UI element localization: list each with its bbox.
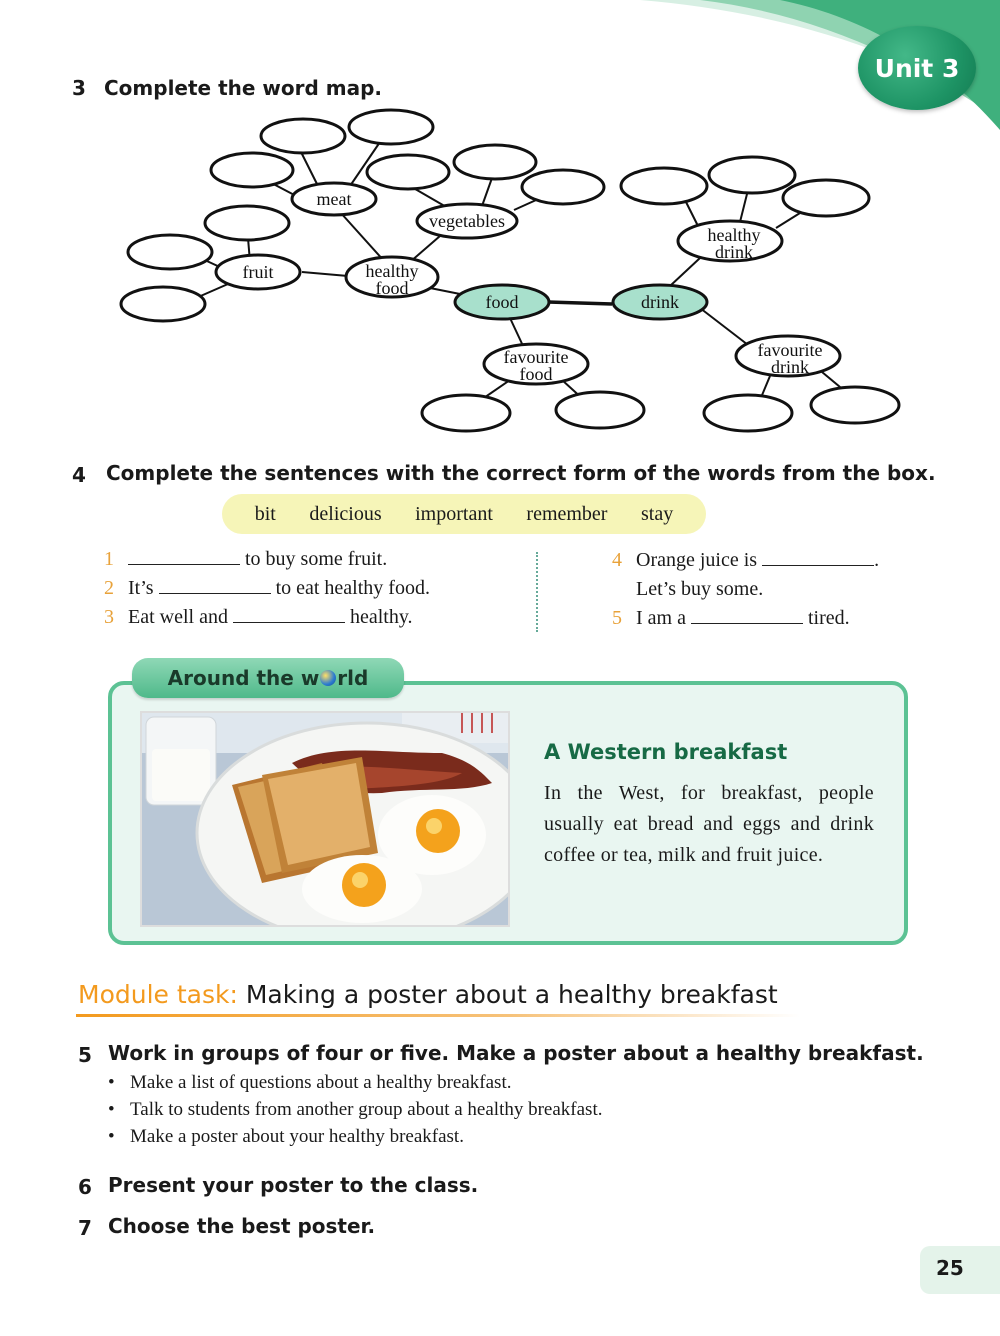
tab-label: rld (337, 666, 369, 690)
word-map (0, 0, 1000, 450)
exercise-7-number: 7 (78, 1216, 92, 1240)
exercise-5-instruction: Work in groups of four or five. Make a poster about a healthy breakfast. (108, 1041, 924, 1065)
sentence-text: I am a (636, 607, 691, 629)
western-breakfast-title: A Western breakfast (544, 740, 788, 764)
word-box-item: important (415, 502, 493, 525)
bullet-text: Make a list of questions about a healthy breakfast. (130, 1072, 512, 1093)
word-box-item: delicious (309, 502, 382, 525)
western-breakfast-text: In the West, for breakfast, people usually eat bread and eggs and drink coffee or tea, milk and fruit juice. (544, 782, 874, 866)
sentence-text: Eat well and (128, 606, 233, 628)
sentence-text: to buy some fruit. (240, 548, 388, 570)
node-healthy-drink-line2: drink (715, 242, 753, 262)
word-box-item: remember (526, 502, 608, 525)
node-food: food (485, 292, 519, 312)
sentence-text: Orange juice is (636, 549, 763, 571)
answer-blank[interactable] (762, 551, 874, 566)
bullet-text: Talk to students from another group about a healthy breakfast. (130, 1099, 603, 1120)
sentence-number: 2 (104, 577, 114, 599)
module-task-underline (76, 1014, 800, 1017)
sentence-text: to eat healthy food. (270, 577, 430, 599)
node-healthy-food-line1: healthy (365, 261, 419, 281)
globe-icon (320, 670, 336, 686)
word-box (222, 494, 706, 534)
sentence-text: It’s (128, 577, 159, 599)
module-task-heading (78, 980, 778, 1009)
node-vegetables: vegetables (429, 211, 505, 231)
sentence-number: 4 (612, 549, 622, 571)
exercise-7-instruction: Choose the best poster. (108, 1214, 376, 1238)
node-favourite-food-line2: food (519, 364, 553, 384)
bullet-text: Make a poster about your healthy breakfast. (130, 1126, 464, 1147)
word-box-item: stay (641, 502, 674, 525)
sentence-number: 1 (104, 548, 114, 570)
answer-blank[interactable] (233, 608, 345, 623)
exercise-4-instruction: Complete the sentences with the correct form of the words from the box. (106, 461, 936, 485)
sentence-number: 3 (104, 606, 114, 628)
node-meat: meat (316, 189, 352, 209)
exercise-4-number: 4 (72, 463, 86, 487)
exercise-3-number: 3 (72, 76, 86, 100)
answer-blank[interactable] (128, 550, 240, 565)
sentence-1 (104, 548, 387, 571)
node-favourite-drink-line1: favourite (757, 340, 823, 360)
around-the-world-tab (132, 658, 404, 698)
module-task-label: Module task: (78, 980, 238, 1009)
sentence-number: 5 (612, 607, 622, 629)
word-box-item: bit (254, 502, 276, 525)
page-number: 25 (936, 1256, 964, 1280)
node-healthy-food-line2: food (375, 278, 409, 298)
unit-badge: Unit 3 (858, 26, 976, 110)
node-healthy-drink-line1: healthy (707, 225, 761, 245)
node-favourite-food-line1: favourite (503, 347, 569, 367)
answer-blank[interactable] (159, 579, 271, 594)
sentence-text: tired. (802, 607, 850, 629)
column-divider (536, 552, 538, 632)
sentence-3 (104, 606, 413, 629)
node-favourite-drink-line2: drink (771, 357, 809, 377)
breakfast-photo (140, 711, 510, 927)
sentence-4-continued (612, 578, 763, 601)
sentence-5 (612, 607, 850, 630)
exercise-3-instruction: Complete the word map. (104, 76, 383, 100)
sentence-text: . (874, 549, 880, 571)
bullet-item: • Talk to students from another group about a healthy breakfast. (108, 1099, 603, 1120)
bullet-item: • Make a poster about your healthy breakfast. (108, 1126, 464, 1147)
sentence-text: Let’s buy some. (636, 578, 764, 600)
module-task-title: Making a poster about a healthy breakfast (237, 980, 778, 1009)
exercise-5-number: 5 (78, 1043, 92, 1067)
sentence-text: healthy. (344, 606, 413, 628)
node-drink: drink (641, 292, 679, 312)
answer-blank[interactable] (691, 609, 803, 624)
bullet-item: • Make a list of questions about a healthy breakfast. (108, 1072, 512, 1093)
exercise-6-instruction: Present your poster to the class. (108, 1173, 479, 1197)
exercise-6-number: 6 (78, 1175, 92, 1199)
node-fruit: fruit (242, 262, 274, 282)
sentence-4 (612, 549, 879, 572)
tab-label: Around the w (167, 666, 320, 690)
sentence-2 (104, 577, 430, 600)
